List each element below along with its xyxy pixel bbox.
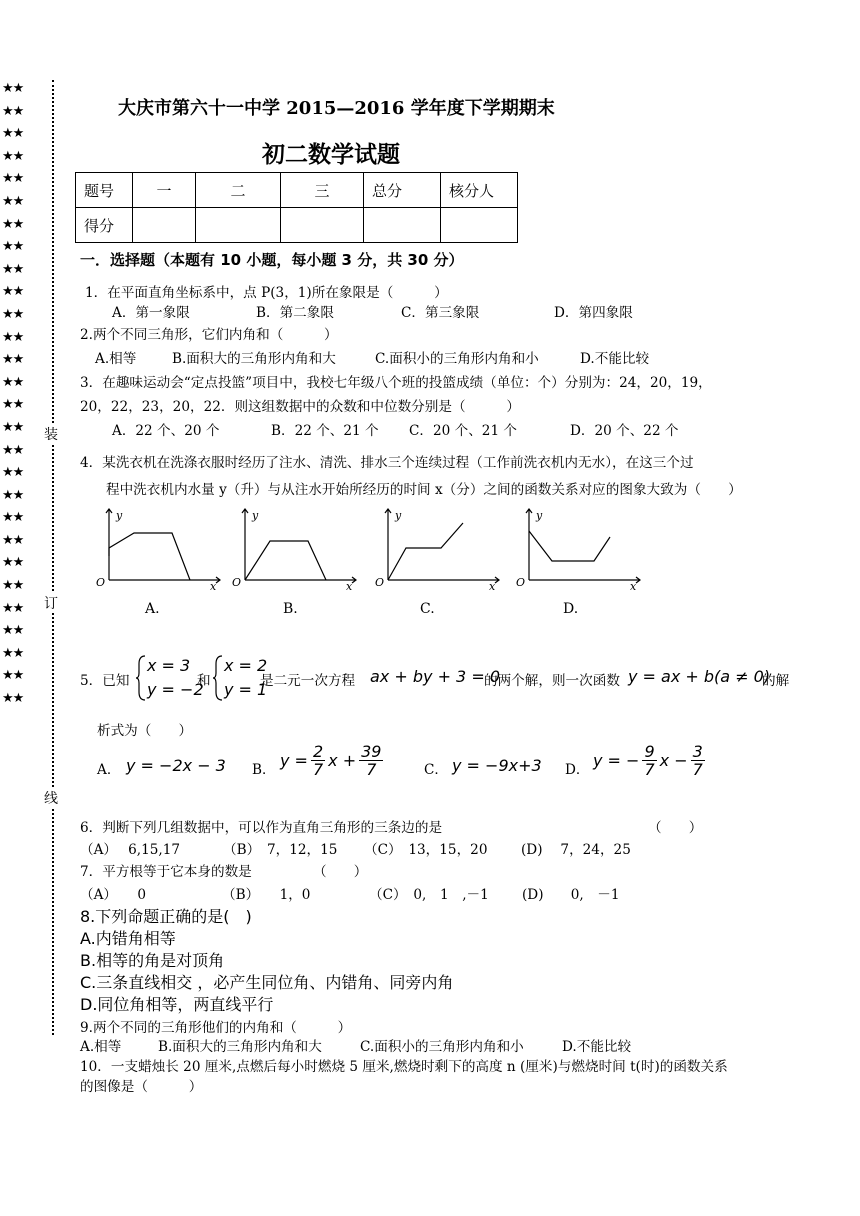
expr-part: x + — [328, 751, 357, 770]
q4-option-c: C. — [420, 601, 435, 617]
q5-option-a-expr: y = −2x − 3 — [126, 756, 226, 775]
q5-option-b-expr — [280, 743, 383, 778]
q4-graph-a — [92, 504, 227, 592]
score-header-cell: 核分人 — [441, 173, 518, 208]
q4-option-d: D. — [563, 601, 579, 617]
q5-system1-eq1: x = 3 — [147, 656, 191, 675]
q4-graph-b — [228, 504, 363, 592]
margin-star: ★★ — [2, 193, 24, 209]
graph-axes — [526, 509, 640, 583]
q6-option-d: (D) 7，24，25 — [521, 842, 631, 858]
q6-option-c: （C） 13，15，20 — [364, 842, 488, 858]
q4-graph-d — [512, 504, 647, 592]
q5-and: 和 — [197, 673, 211, 689]
q5-option-d-label: D． — [565, 762, 590, 778]
q8-option-d: D.同位角相等，两直线平行 — [80, 995, 274, 1014]
section-heading: 一．选择题（本题有 10 小题，每小题 3 分，共 30 分） — [80, 251, 464, 269]
q5-system2-eq1: x = 2 — [224, 656, 268, 675]
q2-option-d: D.不能比较 — [580, 351, 650, 367]
denominator: 7 — [366, 760, 377, 779]
q9-option-a: A.相等 — [80, 1039, 122, 1055]
margin-star: ★★ — [2, 578, 24, 594]
margin-star: ★★ — [2, 555, 24, 571]
q3-option-a: A．22 个、20 个 — [112, 423, 220, 439]
q3-stem-line1: 3．在趣味运动会“定点投篮”项目中，我校七年级八个班的投篮成绩（单位：个）分别为：24，20，19， — [80, 375, 712, 391]
margin-star: ★★ — [2, 103, 24, 119]
margin-star: ★★ — [2, 419, 24, 435]
q3-option-d: D．20 个、22 个 — [570, 423, 679, 439]
margin-star: ★★ — [2, 329, 24, 345]
axis-label-x: x — [630, 580, 637, 592]
q4-stem-line1: 4．某洗衣机在洗涤衣服时经历了注水、清洗、排水三个连续过程（工作前洗衣机内无水），在这三个过 — [80, 455, 694, 471]
score-table — [75, 172, 518, 243]
q3-option-c: C．20 个、21 个 — [409, 423, 518, 439]
score-cell — [441, 208, 518, 243]
axis-label-x: x — [489, 580, 496, 592]
margin-star: ★★ — [2, 623, 24, 639]
denominator: 7 — [644, 760, 655, 779]
margin-star: ★★ — [2, 239, 24, 255]
score-header-cell: 题号 — [76, 173, 133, 208]
graph-axes — [106, 509, 220, 583]
q8-stem: 8.下列命题正确的是( ) — [80, 907, 252, 926]
q10-stem-line1: 10．一支蜡烛长 20 厘米,点燃后每小时燃烧 5 厘米,燃烧时剩下的高度 n (厘米)与燃烧时间 t(时)的函数关系 — [80, 1059, 728, 1075]
q5-mid-text: 是二元一次方程 — [260, 673, 356, 689]
margin-star: ★★ — [2, 465, 24, 481]
q1-option-a: A．第一象限 — [112, 305, 190, 321]
q4-option-a: A. — [145, 601, 160, 617]
q5-brace-1 — [135, 654, 147, 702]
binding-dotted-line — [52, 80, 54, 1035]
fraction — [359, 743, 383, 778]
q4-graph-c — [371, 504, 506, 592]
q6-stem: 6．判断下列几组数据中，可以作为直角三角形的三条边的是 — [80, 820, 443, 836]
margin-star-column — [2, 78, 36, 711]
q2-option-a: A.相等 — [95, 351, 137, 367]
q8-option-c: C.三条直线相交 ，必产生同位角、内错角、同旁内角 — [80, 973, 454, 992]
axis-label-y: y — [395, 509, 402, 522]
q5-option-c-expr: y = −9x+3 — [452, 756, 542, 775]
q5-mid2-text: 的两个解，则一次函数 — [484, 673, 620, 689]
binding-label-ding: 订 — [44, 593, 58, 613]
margin-star: ★★ — [2, 148, 24, 164]
q5-option-b-label: B． — [252, 762, 276, 778]
q5-intro: 5．已知 — [80, 673, 130, 689]
margin-star: ★★ — [2, 306, 24, 322]
graph-curve — [245, 541, 326, 580]
q5-system1-eq2: y = −2 — [147, 680, 204, 699]
origin-label: O — [232, 576, 242, 589]
score-cell — [196, 208, 281, 243]
margin-star: ★★ — [2, 510, 24, 526]
q7-option-b: （B） 1，0 — [222, 887, 311, 903]
q5-function: y = ax + b(a ≠ 0) — [628, 667, 771, 686]
margin-star: ★★ — [2, 81, 24, 96]
graph-curve — [109, 533, 190, 580]
score-header-cell: 二 — [196, 173, 281, 208]
q7-option-c: （C） 0, 1 ,－1 — [369, 887, 489, 903]
axis-label-y: y — [252, 509, 259, 522]
margin-star: ★★ — [2, 691, 24, 707]
margin-star: ★★ — [2, 261, 24, 277]
q10-stem-line2: 的图像是（ ） — [80, 1079, 203, 1095]
q5-system2-eq2: y = 1 — [224, 680, 268, 699]
expr-part: y = − — [593, 751, 640, 770]
margin-star: ★★ — [2, 532, 24, 548]
score-header-cell: 三 — [281, 173, 364, 208]
q2-option-c: C.面积小的三角形内角和小 — [375, 351, 539, 367]
origin-label: O — [516, 576, 526, 589]
score-table-header-row — [76, 173, 518, 208]
denominator: 7 — [312, 760, 324, 779]
axis-label-x: x — [210, 580, 217, 592]
q1-option-b: B．第二象限 — [256, 305, 334, 321]
numerator: 3 — [692, 742, 703, 761]
score-header-cell: 一 — [133, 173, 196, 208]
q3-option-b: B．22 个、21 个 — [271, 423, 379, 439]
graph-axes — [242, 509, 356, 583]
origin-label: O — [96, 576, 106, 589]
q7-option-d: (D) 0, －1 — [522, 887, 620, 903]
binding-label-xian: 线 — [44, 788, 58, 808]
axis-label-y: y — [536, 509, 543, 522]
score-row-label: 得分 — [76, 208, 133, 243]
q6-paren: （ ） — [648, 820, 703, 836]
numerator: 9 — [644, 742, 655, 761]
margin-star: ★★ — [2, 284, 24, 300]
margin-star: ★★ — [2, 668, 24, 684]
exam-title: 初二数学试题 — [262, 142, 400, 168]
graph-curve — [388, 523, 463, 580]
q4-option-b: B. — [283, 601, 298, 617]
q9-option-d: D.不能比较 — [562, 1039, 632, 1055]
denominator: 7 — [692, 760, 703, 779]
q2-option-b: B.面积大的三角形内角和大 — [172, 351, 336, 367]
q1-stem: 1．在平面直角坐标系中，点 P(3，1)所在象限是（ ） — [85, 285, 448, 301]
score-cell — [133, 208, 196, 243]
q5-equation: ax + by + 3 = 0 — [370, 667, 500, 686]
expr-part: y = — [280, 751, 308, 770]
margin-star: ★★ — [2, 600, 24, 616]
q5-option-a-label: A． — [97, 762, 121, 778]
q7-stem: 7．平方根等于它本身的数是 （ ） — [80, 864, 368, 880]
q5-tail: 的解 — [762, 673, 790, 689]
q5-option-c-label: C． — [424, 762, 448, 778]
axis-label-y: y — [116, 509, 123, 522]
margin-star: ★★ — [2, 374, 24, 390]
axis-label-x: x — [346, 580, 353, 592]
margin-star: ★★ — [2, 487, 24, 503]
q3-stem-line2: 20，22，23，20，22．则这组数据中的众数和中位数分别是（ ） — [80, 399, 520, 415]
graph-curve — [529, 531, 610, 561]
margin-star: ★★ — [2, 216, 24, 232]
q5-line2: 析式为（ ） — [97, 723, 193, 739]
fraction — [691, 743, 705, 778]
margin-star: ★★ — [2, 397, 24, 413]
score-table-score-row — [76, 208, 518, 243]
school-line: 大庆市第六十一中学 2015—2016 学年度下学期期末 — [118, 98, 555, 119]
q8-option-a: A.内错角相等 — [80, 929, 176, 948]
q4-stem-line2: 程中洗衣机内水量 y（升）与从注水开始所经历的时间 x（分）之间的函数关系对应的图象大致为（ ） — [106, 482, 742, 498]
origin-label: O — [375, 576, 385, 589]
q6-option-a: （A） 6,15,17 — [80, 842, 181, 858]
q6-option-b: （B） 7，12，15 — [223, 842, 338, 858]
fraction — [311, 743, 325, 778]
score-cell — [364, 208, 441, 243]
margin-star: ★★ — [2, 645, 24, 661]
numerator: 2 — [312, 742, 324, 761]
q1-option-d: D．第四象限 — [554, 305, 633, 321]
q1-option-c: C．第三象限 — [401, 305, 480, 321]
q2-stem: 2.两个不同三角形，它们内角和（ ） — [80, 327, 338, 343]
fraction — [642, 743, 656, 778]
score-header-cell: 总分 — [364, 173, 441, 208]
score-cell — [281, 208, 364, 243]
expr-part: x − — [659, 751, 688, 770]
q9-stem: 9.两个不同的三角形他们的内角和（ ） — [80, 1020, 352, 1036]
q7-option-a: （A） 0 — [80, 887, 147, 903]
margin-star: ★★ — [2, 442, 24, 458]
q5-brace-2 — [212, 654, 224, 702]
binding-label-zhuang: 装 — [44, 424, 58, 444]
q5-option-d-expr — [593, 743, 705, 778]
margin-star: ★★ — [2, 171, 24, 187]
margin-star: ★★ — [2, 126, 24, 142]
q9-option-b: B.面积大的三角形内角和大 — [158, 1039, 322, 1055]
margin-star: ★★ — [2, 352, 24, 368]
q9-option-c: C.面积小的三角形内角和小 — [360, 1039, 524, 1055]
numerator: 39 — [361, 742, 382, 761]
q8-option-b: B.相等的角是对顶角 — [80, 951, 225, 970]
